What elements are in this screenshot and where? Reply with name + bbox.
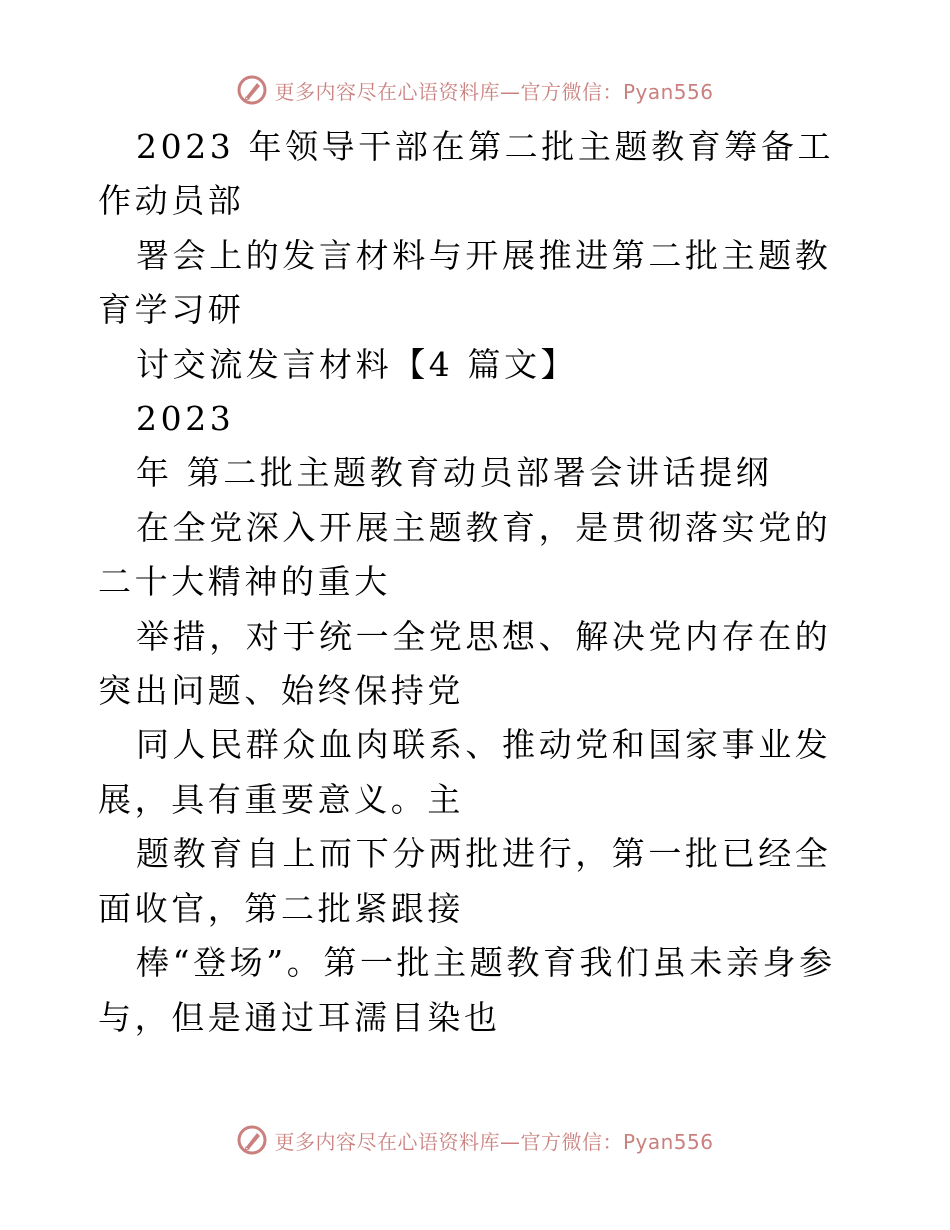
paragraph: 在全党深入开展主题教育，是贯彻落实党的二十大精神的重大 (98, 507, 832, 602)
header-watermark (0, 70, 950, 110)
paragraph: 2023 (136, 399, 235, 439)
footer-watermark (0, 1120, 950, 1160)
paragraph: 讨交流发言材料【4 篇文】 (136, 344, 578, 384)
document-body (98, 120, 858, 1045)
pen-logo-icon (236, 1124, 268, 1156)
paragraph: 题教育自上而下分两批进行，第一批已经全面收官，第二批紧跟接 (98, 834, 832, 928)
watermark-text: 更多内容尽在心语资料库—官方微信：Pyan556 (274, 1129, 714, 1154)
paragraph: 棒“登场”。第一批主题教育我们虽未亲身参与，但是通过耳濡目染也 (98, 943, 836, 1037)
paragraph: 年 第二批主题教育动员部署会讲话提纲 (136, 453, 773, 493)
paragraph: 2023 年领导干部在第二批主题教育筹备工作动员部 (98, 127, 835, 221)
paragraph: 同人民群众血肉联系、推动党和国家事业发展，具有重要意义。主 (98, 725, 832, 819)
paragraph: 署会上的发言材料与开展推进第二批主题教育学习研 (98, 235, 832, 330)
pen-logo-icon (236, 74, 268, 106)
paragraph: 举措，对于统一全党思想、解决党内存在的突出问题、始终保持党 (98, 616, 832, 711)
watermark-text: 更多内容尽在心语资料库—官方微信：Pyan556 (274, 79, 714, 104)
